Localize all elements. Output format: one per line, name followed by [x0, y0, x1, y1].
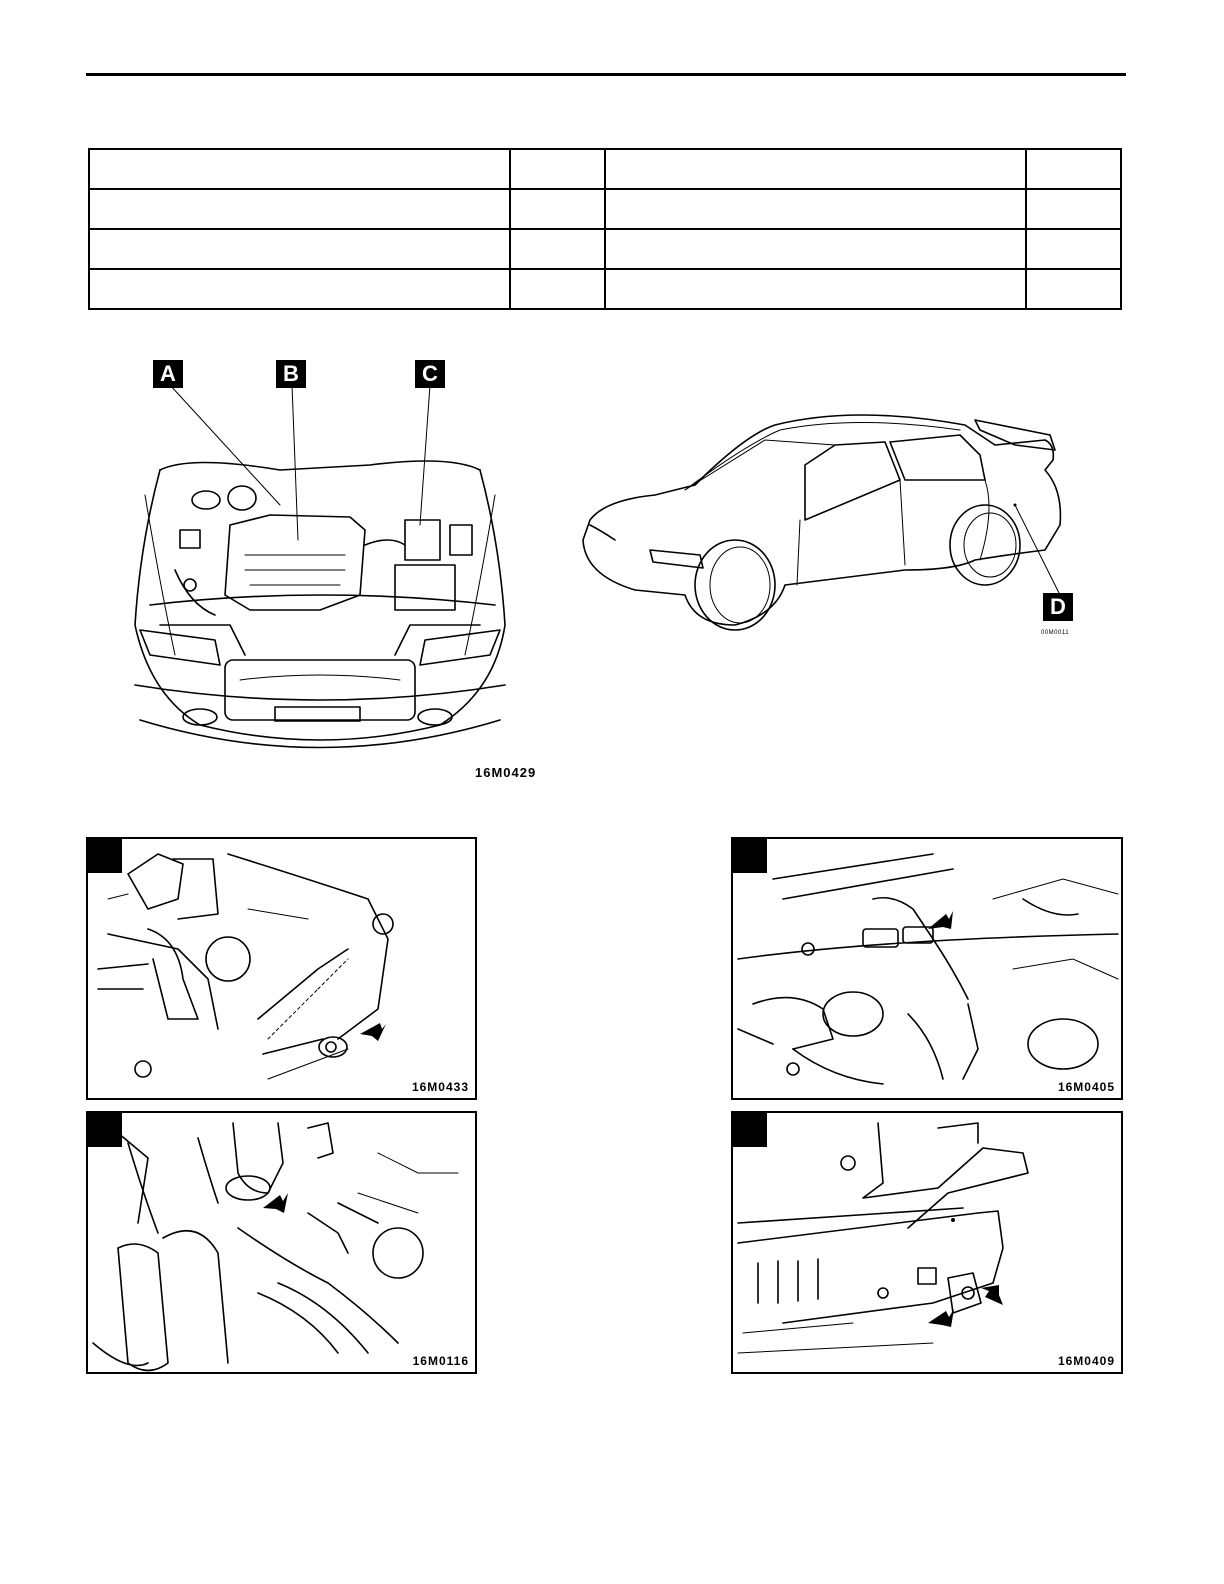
table-row — [89, 229, 1121, 269]
detail-figure-panel-3 — [86, 1111, 477, 1374]
panel-4-corner-marker — [733, 1113, 767, 1147]
detail-figure-panel-1 — [86, 837, 477, 1100]
panel-3-corner-marker — [88, 1113, 122, 1147]
sensor-location-illustration-2 — [733, 839, 1121, 1098]
table-row — [89, 189, 1121, 229]
sensor-location-illustration-3 — [88, 1113, 475, 1372]
panel-1-figure-id: 16M0433 — [411, 1080, 469, 1094]
panel-4-figure-id: 16M0409 — [1057, 1354, 1115, 1368]
callout-label-b: B — [276, 360, 306, 388]
panel-2-figure-id: 16M0405 — [1057, 1080, 1115, 1094]
header-rule — [86, 73, 1126, 76]
callout-label-c: C — [415, 360, 445, 388]
component-location-table — [88, 148, 1122, 310]
panel-3-figure-id: 16M0116 — [412, 1354, 469, 1368]
table-row — [89, 269, 1121, 309]
panel-2-corner-marker — [733, 839, 767, 873]
table-row — [89, 149, 1121, 189]
engine-compartment-illustration — [120, 355, 540, 755]
sensor-location-illustration-1 — [88, 839, 475, 1098]
detail-figure-panel-2 — [731, 837, 1123, 1100]
vehicle-illustration — [575, 400, 1075, 640]
vehicle-figure-id: 00M0011 — [1041, 630, 1070, 636]
callout-label-a: A — [153, 360, 183, 388]
callout-label-d: D — [1043, 593, 1073, 621]
overview-figure-id: 16M0429 — [475, 765, 537, 780]
panel-1-corner-marker — [88, 839, 122, 873]
detail-figure-panel-4 — [731, 1111, 1123, 1374]
sensor-location-illustration-4 — [733, 1113, 1121, 1372]
